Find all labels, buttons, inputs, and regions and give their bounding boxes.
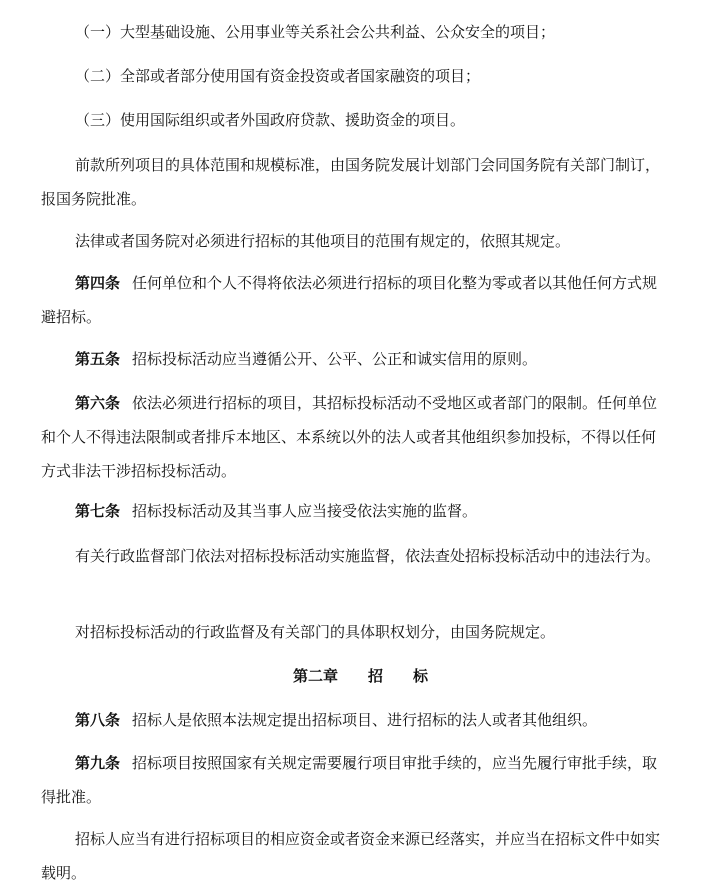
article-text: 任何单位和个人不得将依法必须进行招标的项目化整为零或者以其他任何方式规避招标。 <box>41 274 658 326</box>
paragraph-funding: 招标人应当有进行招标项目的相应资金或者资金来源已经落实，并应当在招标文件中如实载明。 <box>41 830 661 882</box>
article-6 <box>41 386 661 488</box>
article-text: 依法必须进行招标的项目，其招标投标活动不受地区或者部门的限制。任何单位和个人不得违法限制或者排斥本地区、本系统以外的法人或者其他组织参加投标，不得以任何方式非法干涉招标投标活动。 <box>41 394 658 480</box>
list-item-1: （一）大型基础设施、公用事业等关系社会公共利益、公众安全的项目； <box>75 23 556 41</box>
chapter-title-char-2: 标 <box>413 667 429 685</box>
article-number: 第七条 <box>75 502 121 520</box>
article-7 <box>41 494 661 528</box>
article-4 <box>41 266 661 334</box>
article-text: 招标项目按照国家有关规定需要履行项目审批手续的，应当先履行审批手续，取得批准。 <box>41 754 658 806</box>
chapter-title-char-1: 招 <box>367 667 383 685</box>
chapter-heading <box>0 659 721 693</box>
paragraph-authority-division: 对招标投标活动的行政监督及有关部门的具体职权划分，由国务院规定。 <box>75 623 556 641</box>
article-number: 第四条 <box>75 274 121 292</box>
paragraph-other-provisions: 法律或者国务院对必须进行招标的其他项目的范围有规定的，依照其规定。 <box>75 232 571 250</box>
list-item-2: （二）全部或者部分使用国有资金投资或者国家融资的项目； <box>75 67 481 85</box>
list-item-3: （三）使用国际组织或者外国政府贷款、援助资金的项目。 <box>75 111 466 129</box>
article-5 <box>41 342 661 376</box>
paragraph-supervision: 有关行政监督部门依法对招标投标活动实施监督，依法查处招标投标活动中的违法行为。 <box>75 547 661 565</box>
paragraph-scope-standard: 前款所列项目的具体范围和规模标准，由国务院发展计划部门会同国务院有关部门制订，报国务院批准。 <box>41 156 661 208</box>
article-text: 招标投标活动及其当事人应当接受依法实施的监督。 <box>132 502 478 520</box>
article-number: 第五条 <box>75 350 121 368</box>
article-9 <box>41 746 661 814</box>
article-text: 招标投标活动应当遵循公开、公平、公正和诚实信用的原则。 <box>132 350 538 368</box>
article-number: 第九条 <box>75 754 121 772</box>
article-number: 第八条 <box>75 711 121 729</box>
article-number: 第六条 <box>75 394 121 412</box>
article-8 <box>41 703 661 737</box>
chapter-number: 第二章 <box>292 667 338 685</box>
article-text: 招标人是依照本法规定提出招标项目、进行招标的法人或者其他组织。 <box>132 711 598 729</box>
